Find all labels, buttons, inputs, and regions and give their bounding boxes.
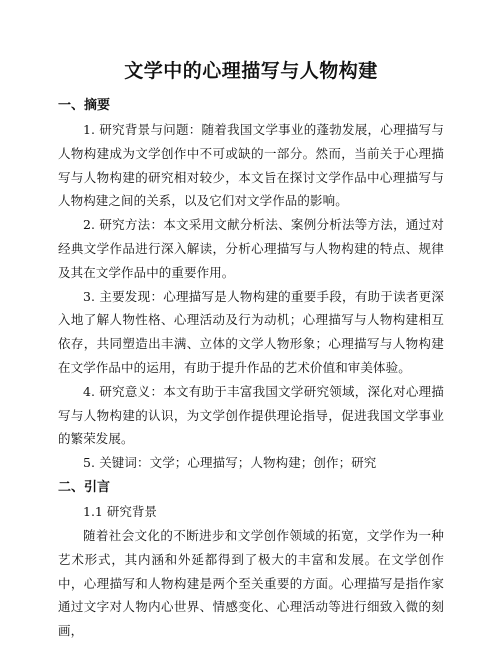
abstract-heading: 一、摘要	[58, 98, 111, 113]
introduction-paragraph: 随着社会文化的不断进步和文学创作领域的拓宽，文学作为一种艺术形式，其内涵和外延都得到了极大的丰富和发展。在文学创作中，心理描写和人物构建是两个至关重要的方面。心理描写是指作家通过文字对人物内心世界、情感变化、心理活动等进行细致入微的刻画，	[58, 527, 444, 639]
abstract-paragraph-background: 1. 研究背景与问题：随着我国文学事业的蓬勃发展，心理描写与人物构建成为文学创作中不可或缺的一部分。然而，当前关于心理描写与人物构建的研究相对较少，本文旨在探讨文学作品中心理描写与人物构建之间的关系，以及它们对文学作品的影响。	[58, 122, 444, 209]
abstract-paragraph-findings: 3. 主要发现：心理描写是人物构建的重要手段，有助于读者更深入地了解人物性格、心理活动及行为动机；心理描写与人物构建相互依存，共同塑造出丰满、立体的文学人物形象；心理描写与人物构建在文学作品中的运用，有助于提升作品的艺术价值和审美体验。	[58, 288, 444, 375]
document-title: 文学中的心理描写与人物构建	[124, 60, 378, 82]
introduction-subheading: 1.1 研究背景	[83, 503, 157, 519]
introduction-heading: 二、引言	[58, 479, 111, 495]
abstract-paragraph-significance: 4. 研究意义：本文有助于丰富我国文学研究领域，深化对心理描写与人物构建的认识，为文学创作提供理论指导，促进我国文学事业的繁荣发展。	[58, 383, 444, 447]
abstract-paragraph-methods: 2. 研究方法：本文采用文献分析法、案例分析法等方法，通过对经典文学作品进行深入解读，分析心理描写与人物构建的特点、规律及其在文学作品中的重要作用。	[58, 217, 444, 280]
abstract-paragraph-keywords: 5. 关键词：文学；心理描写；人物构建；创作；研究	[83, 455, 377, 471]
